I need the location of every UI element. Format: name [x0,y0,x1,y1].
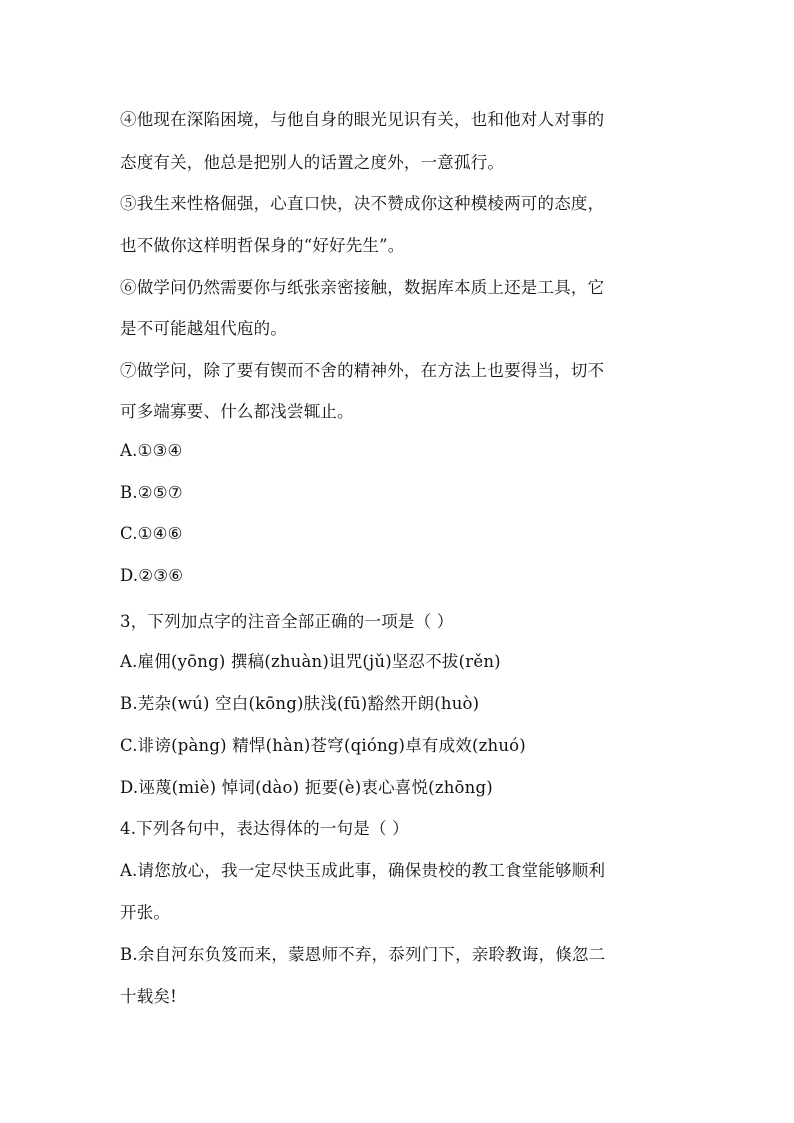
q2-option-b: B.②⑤⑦ [120,483,183,502]
item-6-line-2: 是不可能越俎代庖的。 [120,319,287,338]
q3-option-d: D.诬蔑(miè) 悼词(dào) 扼要(è)衷心喜悦(zhōng) [120,778,493,797]
item-7-line-1: ⑦做学问，除了要有锲而不舍的精神外，在方法上也要得当，切不 [120,361,605,380]
item-4-line-2: 态度有关，他总是把别人的话置之度外，一意孤行。 [120,153,505,172]
item-4-line-1: ④他现在深陷困境，与他自身的眼光见识有关，也和他对人对事的 [120,110,605,129]
item-7-line-2: 可多端寡要、什么都浅尝辄止。 [120,402,354,421]
q4-option-a-line-1: A.请您放心，我一定尽快玉成此事，确保贵校的教工食堂能够顺利 [120,861,606,880]
item-6-line-1: ⑥做学问仍然需要你与纸张亲密接触，数据库本质上还是工具，它 [120,278,605,297]
q2-option-c: C.①④⑥ [120,524,183,543]
q4-stem: 4.下列各句中，表达得体的一句是（ ） [120,819,409,838]
item-5-line-2: 也不做你这样明哲保身的“好好先生”。 [120,236,405,255]
q3-option-c: C.诽谤(pàng) 精悍(hàn)苍穹(qióng)卓有成效(zhuó) [120,736,526,755]
q3-option-a: A.雇佣(yōng) 撰稿(zhuàn)诅咒(jǔ)坚忍不拔(rěn) [120,652,501,671]
item-5-line-1: ⑤我生来性格倔强，心直口快，决不赞成你这种模棱两可的态度， [120,194,605,213]
q2-option-d: D.②③⑥ [120,566,184,585]
q2-option-a: A.①③④ [120,441,183,460]
q3-option-b: B.芜杂(wú) 空白(kōng)肤浅(fū)豁然开朗(huò) [120,694,480,713]
q3-stem: 3，下列加点字的注音全部正确的一项是（ ） [120,612,454,631]
q4-option-b-line-1: B.余自河东负笈而来，蒙恩师不弃，忝列门下，亲聆教诲，倏忽二 [120,945,606,964]
q4-option-b-line-2: 十载矣! [120,987,177,1006]
q4-option-a-line-2: 开张。 [120,903,171,922]
